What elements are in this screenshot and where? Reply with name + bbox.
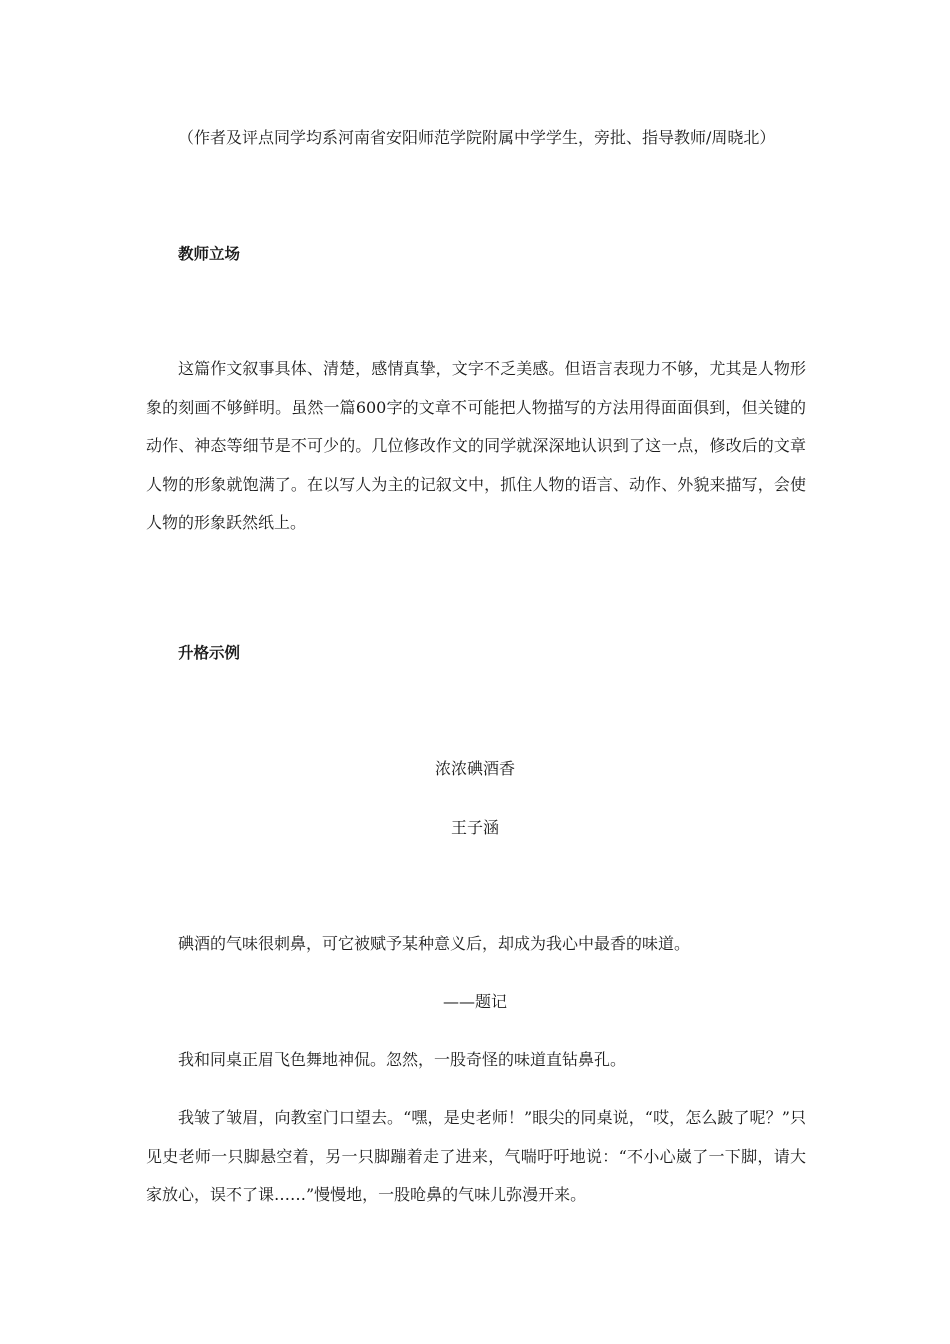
essay-author: 王子涵 [450,818,499,837]
teacher-comment-paragraph: 这篇作文叙事具体、清楚，感情真挚，文字不乏美感。但语言表现力不够，尤其是人物形象的刻画不够鲜明。虽然一篇600字的文章不可能把人物描写的方法用得面面俱到，但关键的动作、神态等细节是不可少的。几位修改作文的同学就深深地认识到了这一点，修改后的文章人物的形象就饱满了。在以写人为主的记叙文中，抓住人物的语言、动作、外貌来描写，会使人物的形象跃然纸上。 [146,359,806,532]
essay-epigraph: 碘酒的气味很刺鼻，可它被赋予某种意义后，却成为我心中最香的味道。 [178,934,691,953]
essay-paragraph: 我皱了皱眉，向教室门口望去。“嘿，是史老师！”眼尖的同桌说，“哎，怎么跛了呢？”只见史老师一只脚悬空着，另一只脚蹦着走了进来，气喘吁吁地说：“不小心崴了一下脚，请大家放心，误不了课……”慢慢地，一股呛鼻的气味儿弥漫开来。 [146,1108,806,1204]
essay-title: 浓浓碘酒香 [434,759,515,778]
essay-paragraph: 我和同桌正眉飞色舞地神侃。忽然，一股奇怪的味道直钻鼻孔。 [178,1050,627,1069]
author-note: （作者及评点同学均系河南省安阳师范学院附属中学学生，旁批、指导教师/周晓北） [178,128,776,147]
section-heading-example: 升格示例 [178,644,241,662]
epigraph-source: ——题记 [442,992,507,1011]
section-heading-teacher: 教师立场 [178,245,241,263]
